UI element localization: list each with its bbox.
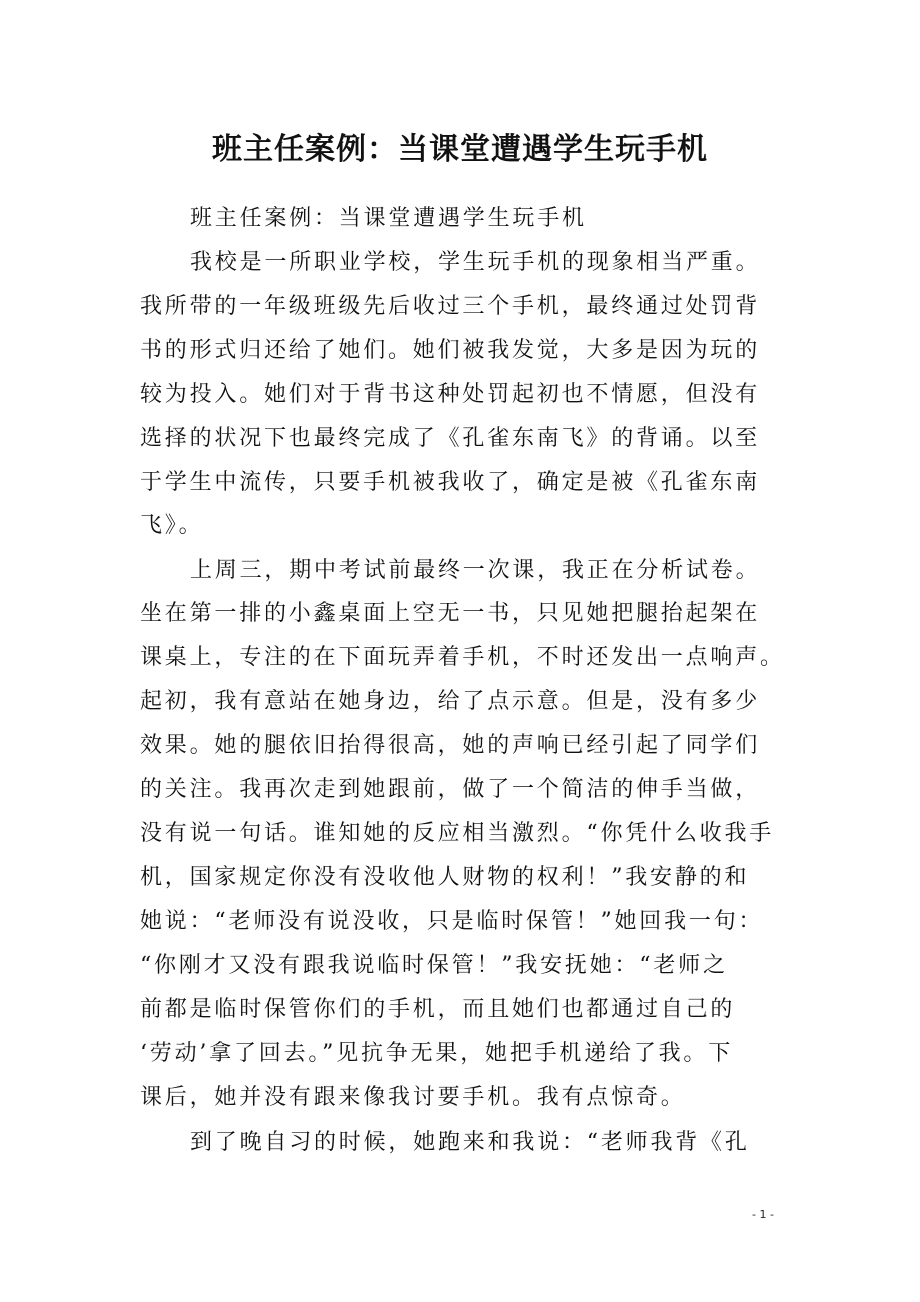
text-line: 我所带的一年级班级先后收过三个手机，最终通过处罚背 (140, 294, 761, 319)
text-line: 书的形式归还给了她们。她们被我发觉，大多是因为玩的 (140, 338, 761, 363)
text-line: ‘劳动’拿了回去。”见抗争无果，她把手机递给了我。下 (140, 1041, 734, 1066)
text-line: 她说：“老师没有说没收，只是临时保管！”她回我一句： (140, 909, 764, 934)
page-number: - 1 - (752, 1208, 774, 1221)
text-line: 上周三，期中考试前最终一次课，我正在分析试卷。 (190, 558, 761, 583)
text-line: 效果。她的腿依旧抬得很高，她的声响已经引起了同学们 (140, 733, 761, 758)
text-line: 班主任案例：当课堂遭遇学生玩手机 (190, 206, 587, 231)
text-line: 于学生中流传，只要手机被我收了，确定是被《孔雀东南 (140, 470, 761, 495)
text-line: 课桌上，专注的在下面玩弄着手机，不时还发出一点响声。 (140, 645, 785, 670)
text-line: “你刚才又没有跟我说临时保管！”我安抚她：“老师之 (140, 953, 728, 978)
text-line: 起初，我有意站在她身边，给了点示意。但是，没有多少 (140, 689, 761, 714)
text-line: 我校是一所职业学校，学生玩手机的现象相当严重。 (190, 250, 761, 275)
text-line: 飞》。 (140, 513, 204, 538)
text-line: 较为投入。她们对于背书这种处罚起初也不情愿，但没有 (140, 382, 761, 407)
text-line: 选择的状况下也最终完成了《孔雀东南飞》的背诵。以至 (140, 426, 761, 451)
text-line: 到了晚自习的时候，她跑来和我说：“老师我背《孔 (190, 1130, 750, 1155)
text-line: 机，国家规定你没有没收他人财物的权利！”我安静的和 (140, 865, 750, 890)
text-line: 没有说一句话。谁知她的反应相当激烈。“你凭什么收我手 (140, 821, 775, 846)
text-line: 坐在第一排的小鑫桌面上空无一书，只见她把腿抬起架在 (140, 601, 761, 626)
text-line: 的关注。我再次走到她跟前，做了一个简洁的伸手当做， (140, 777, 761, 802)
text-line: 前都是临时保管你们的手机，而且她们也都通过自己的 (140, 997, 736, 1022)
document-title: 班主任案例：当课堂遭遇学生玩手机 (212, 132, 708, 167)
text-line: 课后，她并没有跟来像我讨要手机。我有点惊奇。 (140, 1085, 686, 1110)
